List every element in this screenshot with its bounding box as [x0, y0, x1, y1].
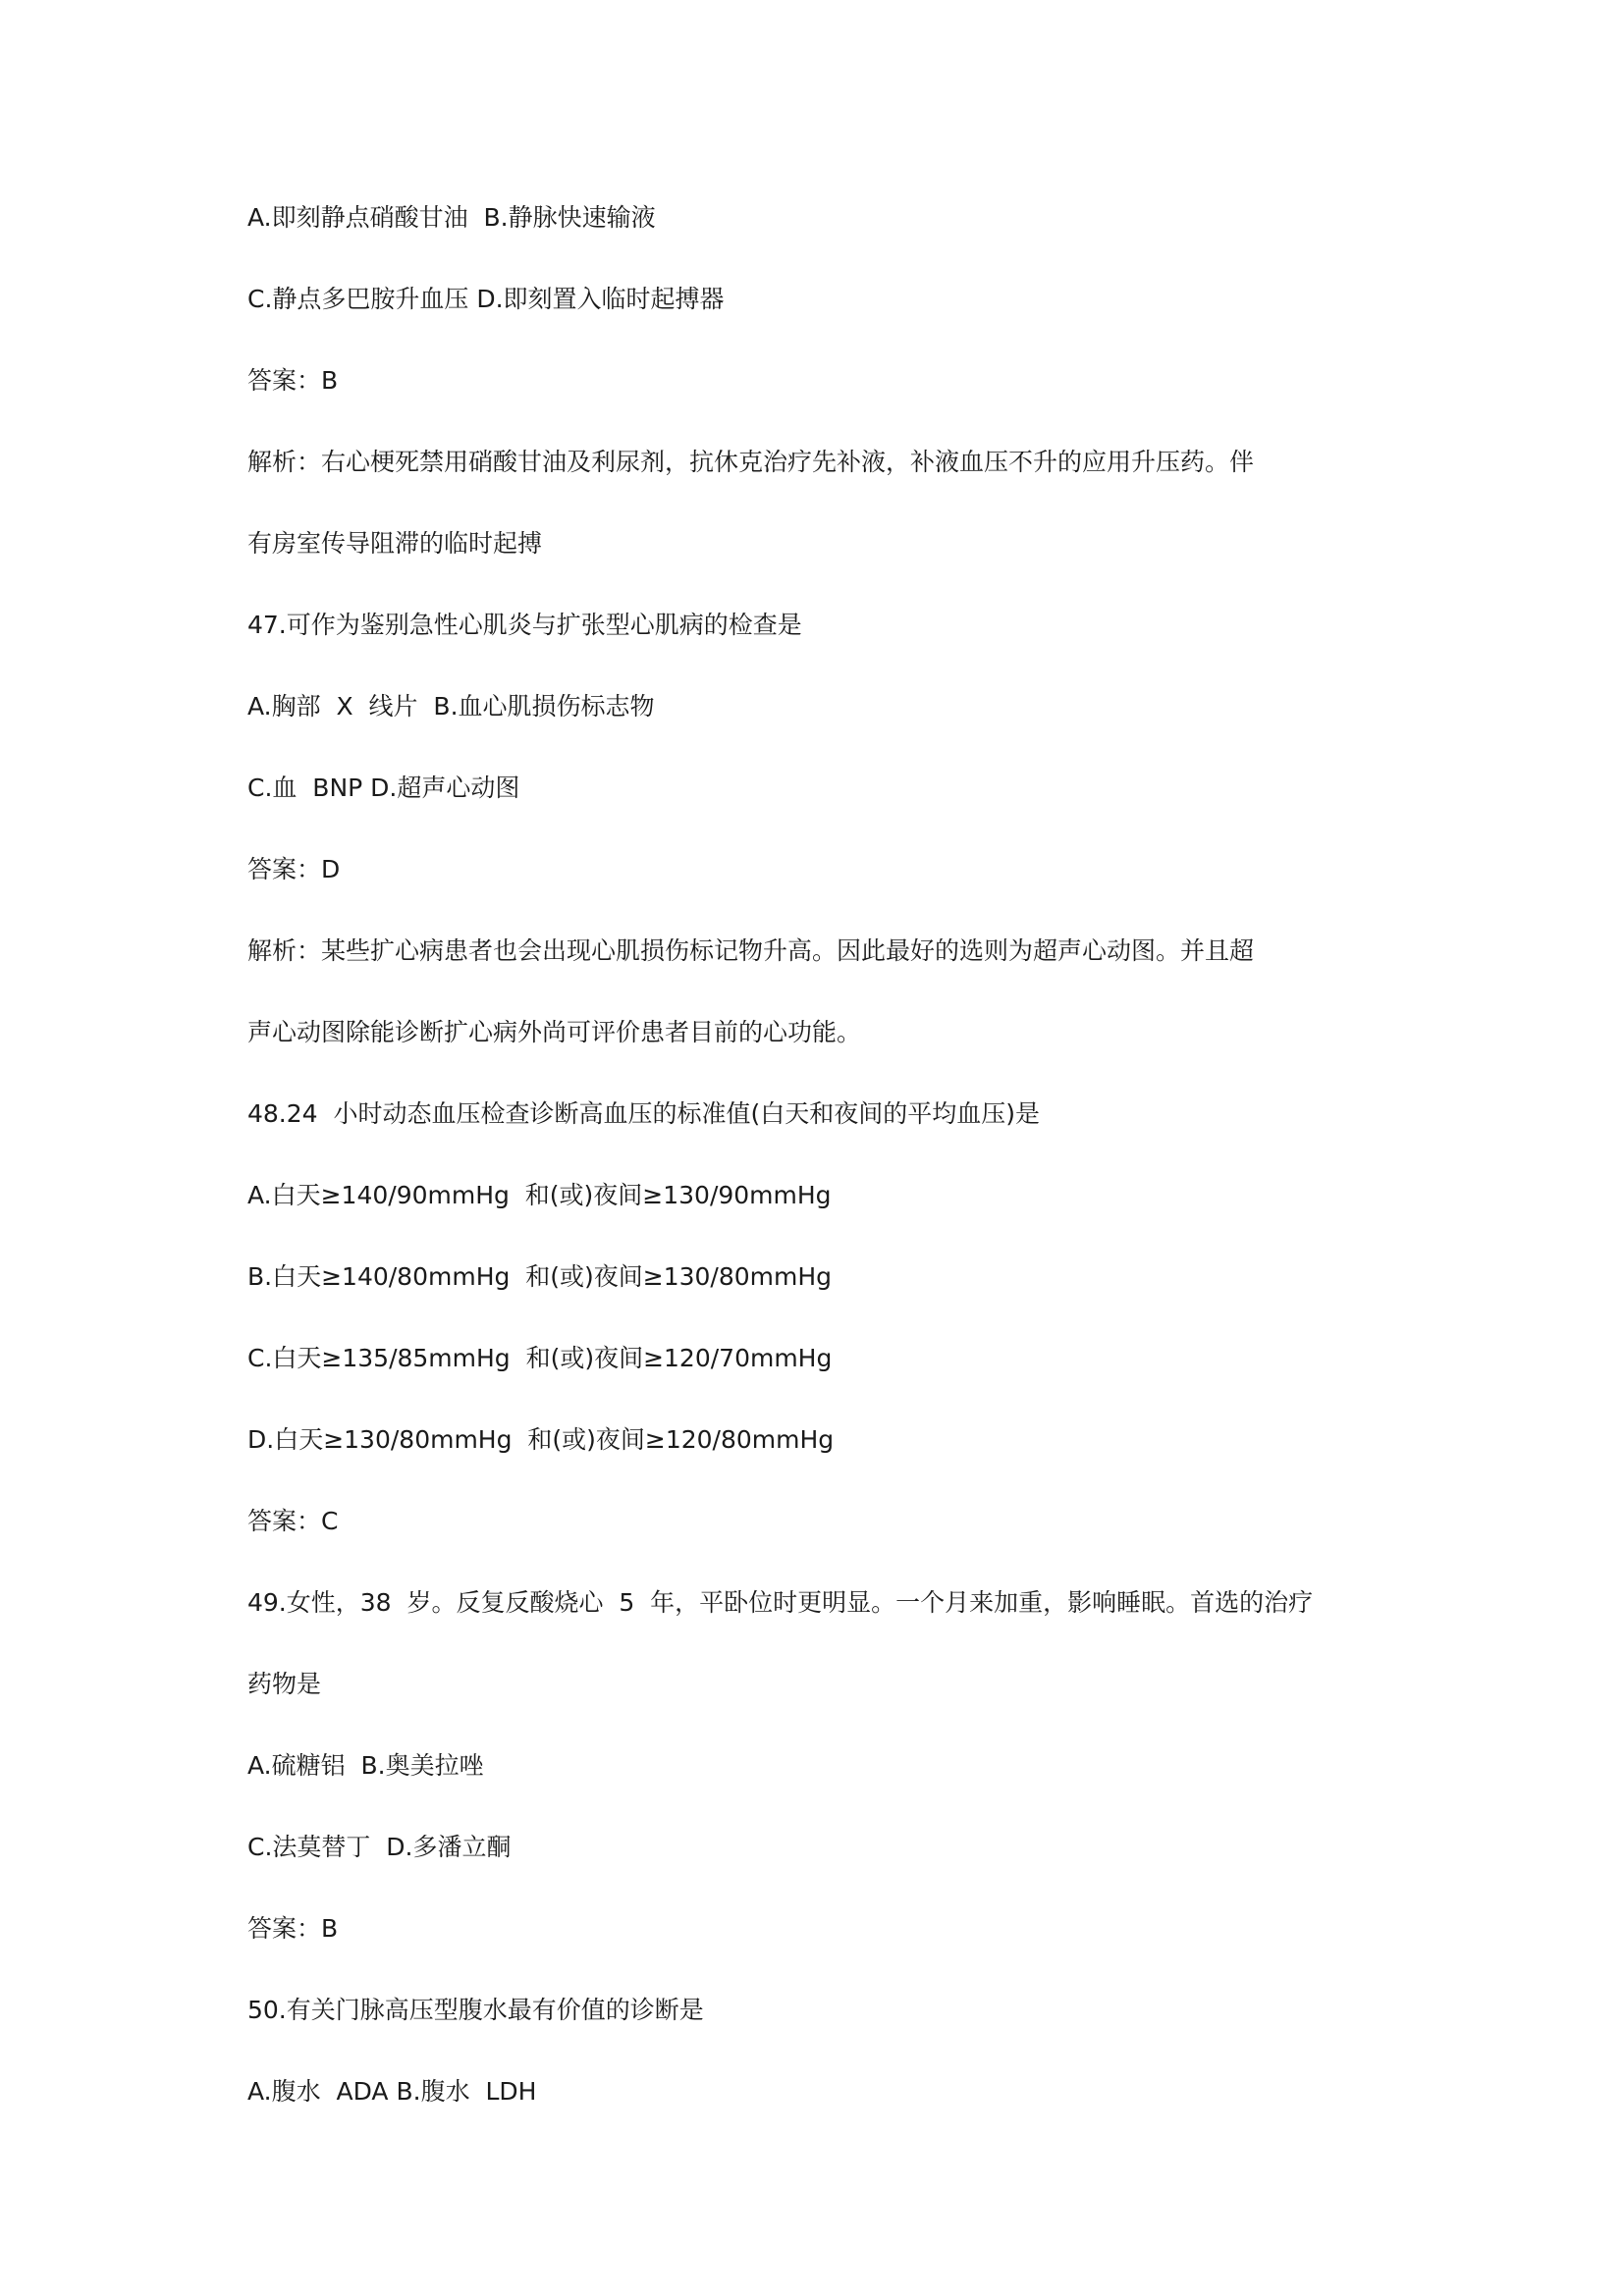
- q46-answer: 答案：B: [247, 366, 339, 395]
- q49-options-ab: A.硫糖铝 B.奥美拉唑: [247, 1751, 484, 1780]
- q46-options-cd: C.静点多巴胺升血压 D.即刻置入临时起搏器: [247, 285, 725, 313]
- q47-explanation-line-2: 声心动图除能诊断扩心病外尚可评价患者目前的心功能。: [247, 1018, 862, 1046]
- q48-option-a: A.白天≥140/90mmHg 和(或)夜间≥130/90mmHg: [247, 1181, 832, 1209]
- q47-options-cd: C.血 BNP D.超声心动图: [247, 774, 520, 802]
- q46-explanation-line-2: 有房室传导阻滞的临时起搏: [247, 529, 543, 558]
- q50-question: 50.有关门脉高压型腹水最有价值的诊断是: [247, 1996, 704, 2024]
- q46-explanation-line-1: 解析：右心梗死禁用硝酸甘油及利尿剂，抗休克治疗先补液，补液血压不升的应用升压药。伴: [247, 448, 1255, 476]
- q49-answer: 答案：B: [247, 1914, 339, 1943]
- q48-option-b: B.白天≥140/80mmHg 和(或)夜间≥130/80mmHg: [247, 1262, 833, 1291]
- q48-option-c: C.白天≥135/85mmHg 和(或)夜间≥120/70mmHg: [247, 1344, 833, 1372]
- q49-question-line-2: 药物是: [247, 1670, 322, 1698]
- q47-explanation-line-1: 解析：某些扩心病患者也会出现心肌损伤标记物升高。因此最好的选则为超声心动图。并且超: [247, 936, 1255, 965]
- q48-answer: 答案：C: [247, 1507, 339, 1535]
- q47-question: 47.可作为鉴别急性心肌炎与扩张型心肌病的检查是: [247, 611, 802, 639]
- q48-option-d: D.白天≥130/80mmHg 和(或)夜间≥120/80mmHg: [247, 1425, 835, 1454]
- q49-options-cd: C.法莫替丁 D.多潘立酮: [247, 1833, 512, 1861]
- q50-options-ab: A.腹水 ADA B.腹水 LDH: [247, 2077, 537, 2106]
- q47-answer: 答案：D: [247, 855, 341, 883]
- q49-question-line-1: 49.女性，38 岁。反复反酸烧心 5 年，平卧位时更明显。一个月来加重，影响睡眠。首选的治疗: [247, 1588, 1314, 1617]
- q48-question: 48.24 小时动态血压检查诊断高血压的标准值(白天和夜间的平均血压)是: [247, 1099, 1040, 1128]
- q46-options-ab: A.即刻静点硝酸甘油 B.静脉快速输液: [247, 203, 656, 232]
- q47-options-ab: A.胸部 X 线片 B.血心肌损伤标志物: [247, 692, 655, 721]
